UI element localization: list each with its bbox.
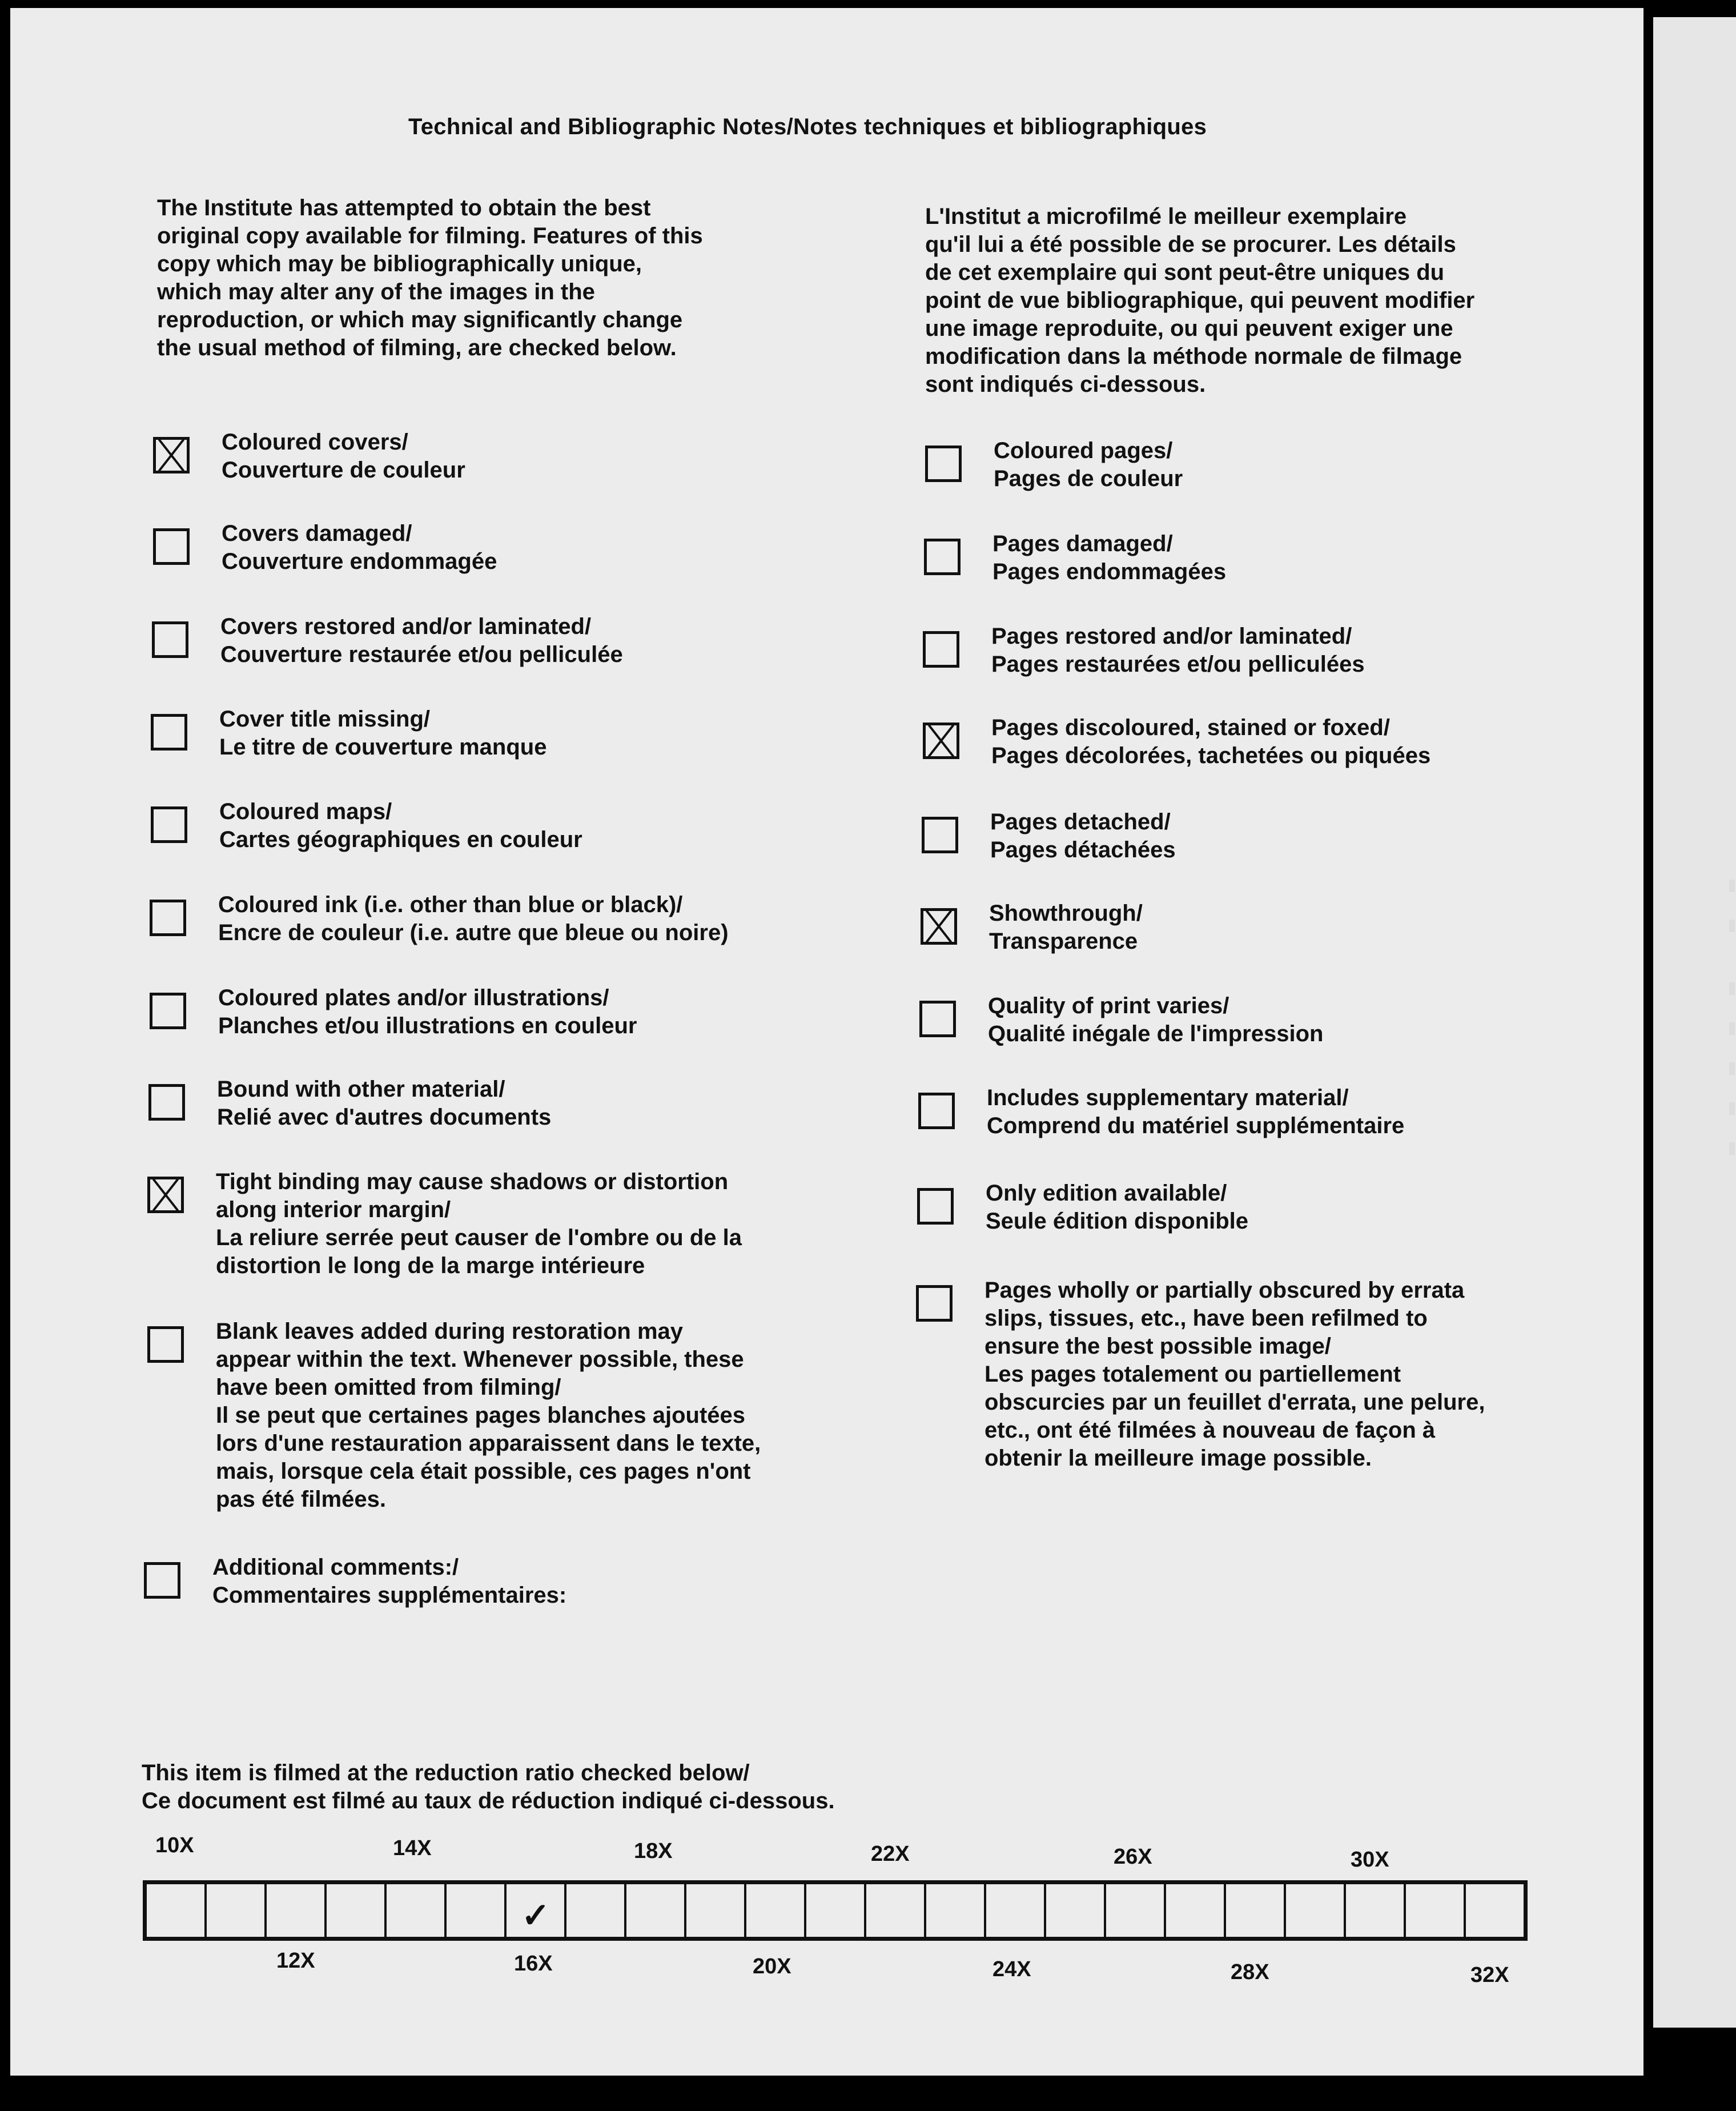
- ratio-line: Ce document est filmé au taux de réduction indiqué ci-dessous.: [142, 1788, 835, 1813]
- scale-label-top: 10X: [155, 1833, 194, 1857]
- item-label-line: appear within the text. Whenever possible, these: [216, 1347, 744, 1372]
- scale-cell[interactable]: [566, 1884, 626, 1937]
- scale-cell[interactable]: [866, 1884, 926, 1937]
- item-label-line: Couverture de couleur: [222, 457, 465, 483]
- left-checkbox-1[interactable]: [153, 528, 190, 565]
- right-checkbox-2[interactable]: [923, 631, 959, 668]
- intro-line: The Institute has attempted to obtain the best: [157, 195, 651, 220]
- scale-cell[interactable]: [207, 1884, 267, 1937]
- edge-mark: [1729, 982, 1735, 995]
- scale-cell[interactable]: [1286, 1884, 1346, 1937]
- item-label-line: distortion le long de la marge intérieure: [216, 1253, 645, 1278]
- item-label-line: Pages damaged/: [992, 531, 1173, 556]
- right-item-label-0: [994, 437, 1183, 493]
- scale-label-top: 26X: [1114, 1845, 1152, 1869]
- item-label-line: Seule édition disponible: [986, 1209, 1249, 1234]
- intro-line: qu'il lui a été possible de se procurer. Les détails: [925, 232, 1456, 257]
- scale-label-top: 18X: [634, 1839, 673, 1863]
- item-label-line: Pages de couleur: [994, 466, 1183, 491]
- item-label-line: Showthrough/: [989, 901, 1143, 926]
- left-item-label-9: [216, 1318, 761, 1514]
- intro-english: [157, 194, 703, 362]
- left-item-label-2: [220, 613, 623, 669]
- left-item-label-7: [217, 1075, 551, 1131]
- left-checkbox-9[interactable]: [147, 1326, 184, 1363]
- item-label-line: Coloured plates and/or illustrations/: [218, 985, 609, 1010]
- item-label-line: Il se peut que certaines pages blanches ajoutées: [216, 1403, 746, 1428]
- intro-line: modification dans la méthode normale de filmage: [925, 344, 1462, 369]
- edge-mark: [1729, 1022, 1735, 1035]
- scale-label-bottom: 24X: [992, 1957, 1031, 1981]
- reduction-scale: [143, 1880, 1528, 1941]
- item-label-line: La reliure serrée peut causer de l'ombre ou de la: [216, 1225, 742, 1250]
- scale-label-bottom: 20X: [753, 1955, 791, 1978]
- item-label-line: Relié avec d'autres documents: [217, 1105, 552, 1130]
- item-label-line: Couverture restaurée et/ou pelliculée: [220, 642, 623, 667]
- scale-label-bottom: 12X: [276, 1949, 315, 1973]
- intro-line: copy which may be bibliographically unique,: [157, 251, 642, 276]
- left-item-label-8: [216, 1168, 742, 1280]
- item-label-line: Comprend du matériel supplémentaire: [987, 1113, 1405, 1138]
- item-label-line: Commentaires supplémentaires:: [212, 1583, 567, 1608]
- item-label-line: Qualité inégale de l'impression: [988, 1021, 1324, 1046]
- item-label-line: mais, lorsque cela était possible, ces pages n'ont: [216, 1459, 751, 1484]
- intro-line: point de vue bibliographique, qui peuvent modifier: [925, 288, 1475, 313]
- left-item-label-4: [219, 798, 582, 854]
- item-label-line: Planches et/ou illustrations en couleur: [218, 1013, 637, 1038]
- item-label-line: slips, tissues, etc., have been refilmed to: [984, 1306, 1428, 1331]
- right-item-label-9: [984, 1277, 1485, 1472]
- scale-cell[interactable]: [746, 1884, 806, 1937]
- intro-line: de cet exemplaire qui sont peut-être uniques du: [925, 260, 1445, 285]
- right-item-label-6: [988, 992, 1323, 1048]
- item-label-line: Includes supplementary material/: [987, 1085, 1349, 1110]
- intro-line: une image reproduite, ou qui peuvent exiger une: [925, 316, 1453, 341]
- item-label-line: pas été filmées.: [216, 1487, 386, 1512]
- scale-cell[interactable]: [686, 1884, 746, 1937]
- scale-cell[interactable]: [1166, 1884, 1226, 1937]
- item-label-line: Le titre de couverture manque: [219, 735, 547, 760]
- intro-line: sont indiqués ci-dessous.: [925, 372, 1206, 397]
- left-checkbox-8[interactable]: [147, 1177, 184, 1213]
- left-checkbox-10[interactable]: [144, 1562, 180, 1599]
- scale-cell[interactable]: [1466, 1884, 1524, 1937]
- item-label-line: Covers damaged/: [222, 521, 412, 546]
- scale-cell[interactable]: [806, 1884, 866, 1937]
- left-item-label-10: [212, 1554, 566, 1610]
- item-label-line: Pages detached/: [990, 809, 1171, 834]
- item-label-line: Covers restored and/or laminated/: [220, 614, 592, 639]
- right-checkbox-9[interactable]: [916, 1285, 953, 1322]
- check-mark-icon: ✓: [521, 1896, 550, 1935]
- edge-mark: [1729, 880, 1735, 892]
- edge-mark: [1729, 1142, 1735, 1155]
- right-item-label-2: [991, 623, 1365, 679]
- item-label-line: Pages décolorées, tachetées ou piquées: [991, 743, 1431, 768]
- left-checkbox-3[interactable]: [151, 714, 187, 751]
- item-label-line: along interior margin/: [216, 1197, 451, 1222]
- item-label-line: ensure the best possible image/: [984, 1334, 1331, 1359]
- adjacent-page-edge: [1653, 17, 1736, 2028]
- scale-cell[interactable]: [1046, 1884, 1106, 1937]
- right-checkbox-8[interactable]: [917, 1188, 954, 1225]
- right-checkbox-3[interactable]: [923, 723, 959, 759]
- item-label-line: Quality of print varies/: [988, 993, 1229, 1018]
- item-label-line: obscurcies par un feuillet d'errata, une pelure,: [984, 1390, 1485, 1415]
- right-item-label-5: [989, 900, 1143, 956]
- right-item-label-8: [986, 1179, 1248, 1235]
- intro-french: [925, 203, 1474, 399]
- item-label-line: Coloured pages/: [994, 438, 1173, 463]
- right-checkbox-6[interactable]: [919, 1001, 956, 1037]
- item-label-line: lors d'une restauration apparaissent dans le texte,: [216, 1431, 761, 1456]
- edge-mark: [1729, 1062, 1735, 1075]
- right-item-label-1: [992, 530, 1226, 586]
- left-item-label-6: [218, 984, 637, 1040]
- right-checkbox-4[interactable]: [922, 817, 958, 853]
- right-item-label-3: [991, 714, 1430, 770]
- item-label-line: Blank leaves added during restoration may: [216, 1319, 684, 1344]
- scale-label-top: 30X: [1351, 1848, 1389, 1872]
- item-label-line: Coloured maps/: [219, 799, 392, 824]
- right-checkbox-0[interactable]: [925, 446, 962, 482]
- page-title: Technical and Bibliographic Notes/Notes techniques et bibliographiques: [408, 114, 1207, 139]
- ratio-line: This item is filmed at the reduction ratio checked below/: [142, 1760, 750, 1785]
- scale-cell[interactable]: [267, 1884, 327, 1937]
- scale-cell[interactable]: [327, 1884, 387, 1937]
- item-label-line: Only edition available/: [986, 1181, 1227, 1206]
- item-label-line: Tight binding may cause shadows or distortion: [216, 1169, 729, 1194]
- scale-cell[interactable]: [1346, 1884, 1406, 1937]
- scale-cell[interactable]: [447, 1884, 507, 1937]
- intro-line: the usual method of filming, are checked below.: [157, 335, 677, 360]
- scale-cell[interactable]: [1106, 1884, 1166, 1937]
- scale-cell[interactable]: [926, 1884, 986, 1937]
- intro-line: reproduction, or which may significantly change: [157, 307, 683, 332]
- item-label-line: Bound with other material/: [217, 1077, 505, 1102]
- left-item-label-5: [218, 891, 729, 947]
- intro-line: original copy available for filming. Features of this: [157, 223, 703, 248]
- item-label-line: have been omitted from filming/: [216, 1375, 561, 1400]
- right-checkbox-5[interactable]: [921, 908, 957, 945]
- scale-cell[interactable]: [147, 1884, 207, 1937]
- scale-cell[interactable]: [986, 1884, 1046, 1937]
- left-checkbox-7[interactable]: [148, 1084, 185, 1121]
- item-label-line: Pages discoloured, stained or foxed/: [991, 715, 1390, 740]
- scale-cell[interactable]: [507, 1884, 566, 1937]
- item-label-line: Cartes géographiques en couleur: [219, 827, 582, 852]
- left-checkbox-0[interactable]: [153, 437, 190, 473]
- left-checkbox-5[interactable]: [150, 900, 186, 936]
- left-item-label-0: [222, 428, 465, 484]
- item-label-line: Cover title missing/: [219, 707, 430, 732]
- right-item-label-4: [990, 808, 1176, 864]
- intro-line: which may alter any of the images in the: [157, 279, 595, 304]
- right-item-label-7: [987, 1084, 1404, 1140]
- left-item-label-3: [219, 705, 546, 761]
- item-label-line: Couverture endommagée: [222, 549, 497, 574]
- left-checkbox-2[interactable]: [152, 621, 188, 658]
- left-checkbox-4[interactable]: [151, 806, 187, 843]
- item-label-line: Encre de couleur (i.e. autre que bleue ou noire): [218, 920, 729, 945]
- scale-label-top: 14X: [393, 1836, 432, 1860]
- left-checkbox-6[interactable]: [150, 993, 186, 1029]
- item-label-line: Coloured covers/: [222, 430, 408, 455]
- item-label-line: Additional comments:/: [212, 1555, 459, 1580]
- item-label-line: Pages détachées: [990, 837, 1176, 862]
- item-label-line: Coloured ink (i.e. other than blue or black)/: [218, 892, 683, 917]
- item-label-line: Les pages totalement ou partiellement: [984, 1362, 1401, 1387]
- scale-cell[interactable]: [1226, 1884, 1286, 1937]
- scale-cell[interactable]: [626, 1884, 686, 1937]
- item-label-line: Pages restaurées et/ou pelliculées: [991, 652, 1365, 677]
- right-checkbox-7[interactable]: [918, 1093, 955, 1129]
- item-label-line: Pages wholly or partially obscured by errata: [984, 1278, 1465, 1303]
- scale-label-top: 22X: [871, 1842, 910, 1866]
- edge-mark: [1729, 920, 1735, 932]
- scale-cell[interactable]: [387, 1884, 447, 1937]
- item-label-line: etc., ont été filmées à nouveau de façon à: [984, 1418, 1436, 1443]
- item-label-line: Pages endommagées: [992, 559, 1227, 584]
- scale-label-bottom: 28X: [1231, 1960, 1269, 1984]
- scale-cell[interactable]: [1406, 1884, 1466, 1937]
- scale-label-bottom: 16X: [514, 1952, 553, 1976]
- reduction-ratio-text: [142, 1759, 835, 1815]
- intro-line: L'Institut a microfilmé le meilleur exemplaire: [925, 204, 1407, 229]
- left-item-label-1: [222, 520, 497, 576]
- item-label-line: Pages restored and/or laminated/: [991, 624, 1352, 649]
- item-label-line: Transparence: [989, 929, 1138, 954]
- right-checkbox-1[interactable]: [924, 539, 961, 575]
- edge-mark: [1729, 1102, 1735, 1115]
- scale-label-bottom: 32X: [1470, 1963, 1509, 1987]
- item-label-line: obtenir la meilleure image possible.: [984, 1446, 1372, 1471]
